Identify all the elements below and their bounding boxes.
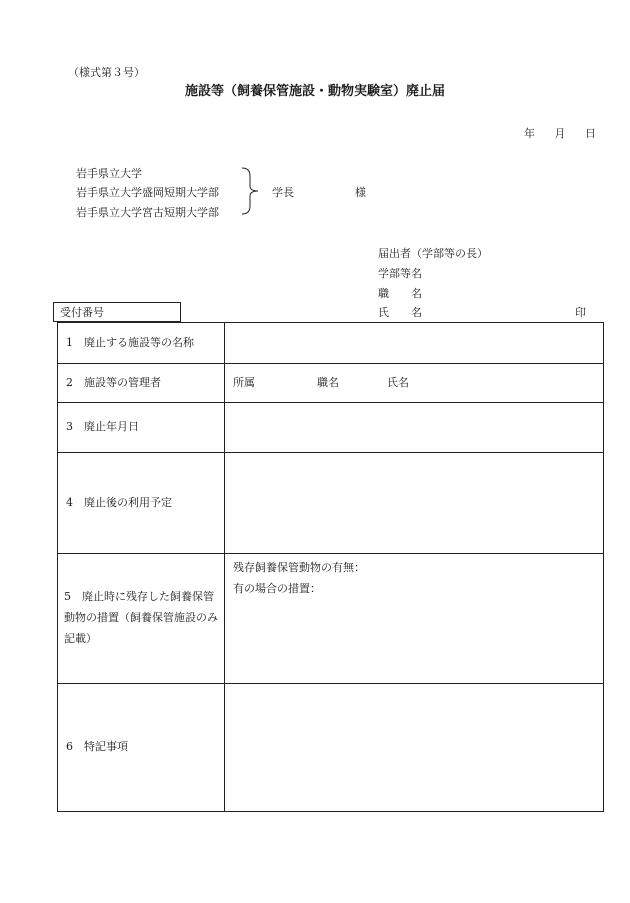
row5-value[interactable]: [225, 554, 604, 684]
manager-affiliation: 所属: [233, 375, 255, 389]
honorific: 様: [355, 186, 366, 199]
dean-label: 学長: [272, 186, 294, 199]
row1-value[interactable]: [225, 323, 604, 364]
row3-value[interactable]: [225, 403, 604, 453]
applicant-dept: 学部等名: [378, 267, 422, 280]
row2-label: 2 施設等の管理者: [58, 364, 225, 403]
table-row: [58, 403, 604, 453]
addressee-1: 岩手県立大学: [76, 167, 142, 180]
applicant-header: 届出者（学部等の長）: [378, 247, 488, 260]
measures-line: 有の場合の措置：: [233, 581, 321, 595]
row6-label: 6 特記事項: [58, 684, 225, 812]
date-month: 月: [554, 127, 566, 140]
row5-label: 5 廃止時に残存した飼養保管動物の措置（飼養保管施設のみ記載）: [58, 554, 225, 684]
curly-brace: [240, 166, 264, 216]
row3-label: 3 廃止年月日: [58, 403, 225, 453]
date-year: 年: [524, 127, 535, 140]
manager-name: 氏名: [387, 375, 409, 389]
table-row: [58, 453, 604, 554]
remaining-animals-line: 残存飼養保管動物の有無：: [233, 561, 365, 574]
row6-value[interactable]: [225, 684, 604, 812]
form-number: （様式第３号）: [68, 66, 145, 79]
applicant-name: 氏 名: [378, 306, 422, 319]
form-table: [57, 322, 604, 812]
row1-label: 1 廃止する施設等の名称: [58, 323, 225, 364]
seal-mark: 印: [575, 306, 586, 319]
row2-value[interactable]: [225, 364, 604, 403]
table-row: [58, 684, 604, 812]
date-line: [508, 128, 596, 139]
row4-label: 4 廃止後の利用予定: [58, 453, 225, 554]
addressee-3: 岩手県立大学宮古短期大学部: [76, 206, 219, 219]
table-row: [58, 364, 604, 403]
manager-position: 職名: [317, 375, 339, 389]
date-day: 日: [585, 127, 596, 140]
row4-value[interactable]: [225, 453, 604, 554]
page-title: 施設等（飼養保管施設・動物実験室）廃止届: [184, 84, 445, 99]
table-row: [58, 323, 604, 364]
addressee-2: 岩手県立大学盛岡短期大学部: [76, 186, 219, 199]
applicant-position: 職 名: [378, 287, 422, 300]
receipt-number-box[interactable]: 受付番号: [53, 302, 181, 322]
table-row: [58, 554, 604, 684]
